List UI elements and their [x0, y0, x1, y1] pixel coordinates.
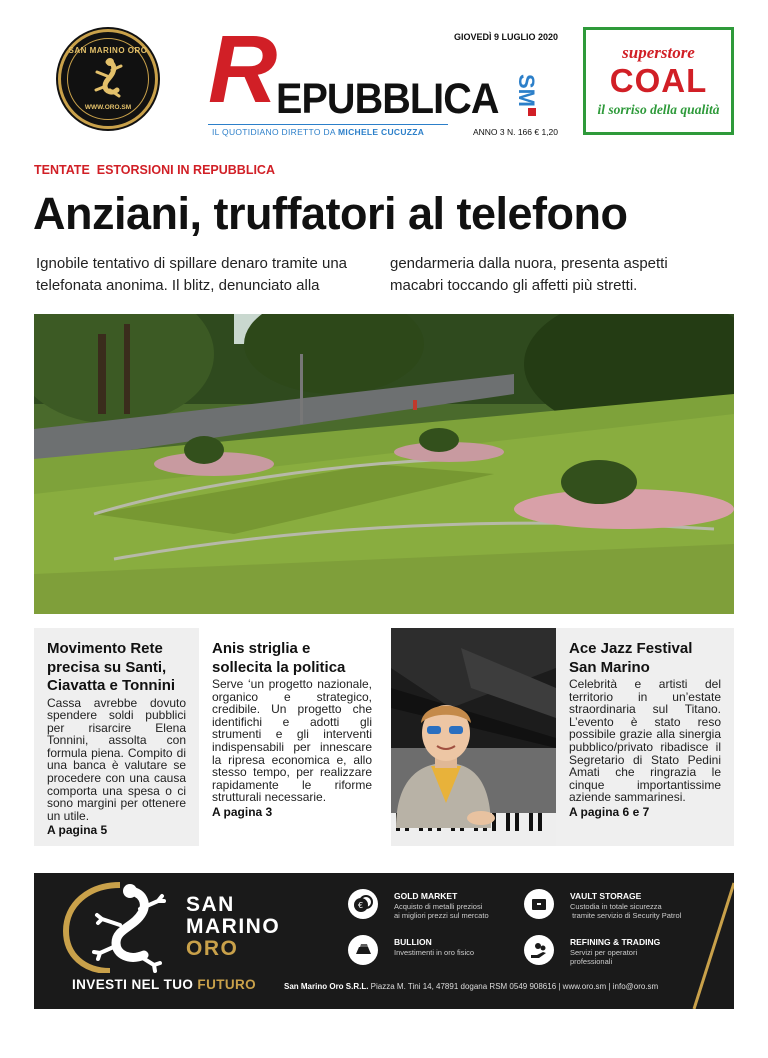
lead-summary-right: gendarmeria dalla nuora, presenta aspetti macabri toccando gli affetti più stretti. [390, 255, 668, 294]
service-title: GOLD MARKET [394, 891, 458, 901]
pianist-photo[interactable] [391, 628, 556, 846]
article-card[interactable] [199, 628, 385, 846]
article-page-ref[interactable]: A pagina 5 [47, 823, 108, 838]
article-title[interactable]: Movimento Rete precisa su Santi, Ciavatta e Tonnini [47, 640, 176, 694]
lead-summary-left: Ignobile tentativo di spillare denaro tramite una telefonata anonima. Il blitz, denunciato alla [36, 255, 348, 294]
masthead-dot [528, 108, 536, 116]
article-title[interactable]: Anis striglia e sollecita la politica [212, 640, 346, 676]
article-page-ref[interactable]: A pagina 6 e 7 [569, 804, 650, 819]
coal-slogan: il sorriso della qualità [597, 102, 720, 117]
article-body: Celebrità e artisti del territorio in un’estate straordinaria sul Titano. L’evento è stato reso possibile grazie alla sinergia pubblico/privato ribadisce il Segretario di Stato Pedini Amati che ringrazia le cinque importantissime aziende sammarinesi. [569, 677, 721, 805]
gold-bar-icon [348, 935, 378, 965]
ad-footer-company: San Marino Oro S.R.L. [284, 982, 369, 991]
lead-kicker: TENTATE ESTORSIONI IN REPUBBLICA [34, 163, 275, 177]
san-marino-oro-badge[interactable] [58, 29, 158, 129]
coal-ad[interactable] [583, 27, 734, 135]
ad-footer-details: Piazza M. Tini 14, 47891 dogana RSM 0549 908616 | www.oro.sm | info@oro.sm [368, 982, 659, 991]
service-title: REFINING & TRADING [570, 937, 661, 947]
service-desc: Acquisto di metalli preziosi ai migliori prezzi sul mercato [394, 902, 489, 920]
article-card[interactable] [556, 628, 734, 846]
pianist-image [391, 628, 556, 846]
masthead-word: EPUBBLICA [276, 75, 499, 123]
article-card[interactable] [34, 628, 199, 846]
service-desc: Investimenti in oro fisico [394, 948, 475, 957]
article-body: Serve ‘un progetto nazionale, organico e strategico, credibile. Un progetto che identifichi e adotti gli strumenti e gli interventi indispensabili per innescare la ripresa economica e, allo stesso tempo, per realizzare rapidamente le riforme strutturali necessarie. [212, 677, 372, 805]
badge-top-text: SAN MARINO ORO [68, 46, 148, 55]
issue-date: GIOVEDÌ 9 LUGLIO 2020 [453, 32, 558, 42]
masthead[interactable] [208, 16, 558, 137]
ad-brand-marino: MARINO [186, 915, 281, 938]
article-title[interactable]: Ace Jazz Festival San Marino [569, 640, 693, 676]
issue-number: ANNO 3 N. 166 € 1,20 [472, 127, 558, 137]
ad-slogan [72, 977, 256, 992]
badge-bottom-text: WWW.ORO.SM [84, 104, 132, 111]
service-title: BULLION [394, 937, 432, 947]
masthead-tagline [212, 127, 424, 137]
article-body: Cassa avrebbe dovuto spendere soldi pubblici per risarcire Elena Tonnini, assolta con formula piena. Compito di una banca è valutare se procedere con una causa comporta una spesa o ci sono margini per ottenere un utile. [47, 695, 186, 823]
san-marino-oro-ad[interactable] [34, 873, 734, 1009]
ad-gold-stripe [674, 873, 734, 1009]
article-page-ref[interactable]: A pagina 3 [212, 804, 273, 819]
service-title: VAULT STORAGE [570, 891, 642, 901]
gecko-icon [58, 881, 188, 973]
service-desc: Servizi per operatori professionali [570, 948, 638, 966]
lead-photo[interactable] [34, 314, 734, 614]
star-icon: ★ [274, 28, 294, 53]
ad-brand-san: SAN [186, 893, 235, 916]
coal-logo: COAL [609, 62, 708, 99]
ad-footer [284, 982, 658, 991]
gecko-icon [83, 56, 133, 102]
coin-icon [348, 889, 378, 919]
coal-line1: superstore [622, 43, 695, 62]
tagline-editor: MICHELE CUCUZZA [338, 127, 425, 137]
lead-headline[interactable]: Anziani, truffatori al telefono [33, 188, 628, 239]
slogan-prefix: INVESTI NEL TUO [72, 977, 198, 992]
masthead-r-letter: R [208, 16, 278, 123]
vault-icon [524, 889, 554, 919]
garden-roadside-image [34, 314, 734, 614]
slogan-gold: FUTURO [197, 977, 257, 992]
service-desc: Custodia in totale sicurezza tramite servizio di Security Patrol [570, 902, 682, 920]
tagline-prefix: IL QUOTIDIANO DIRETTO DA [212, 127, 339, 137]
svg-text:€: € [358, 901, 364, 910]
masthead-suffix: SM [514, 74, 539, 107]
ad-brand-oro: ORO [186, 937, 239, 960]
masthead-rule [208, 124, 448, 125]
hand-coins-icon [524, 935, 554, 965]
